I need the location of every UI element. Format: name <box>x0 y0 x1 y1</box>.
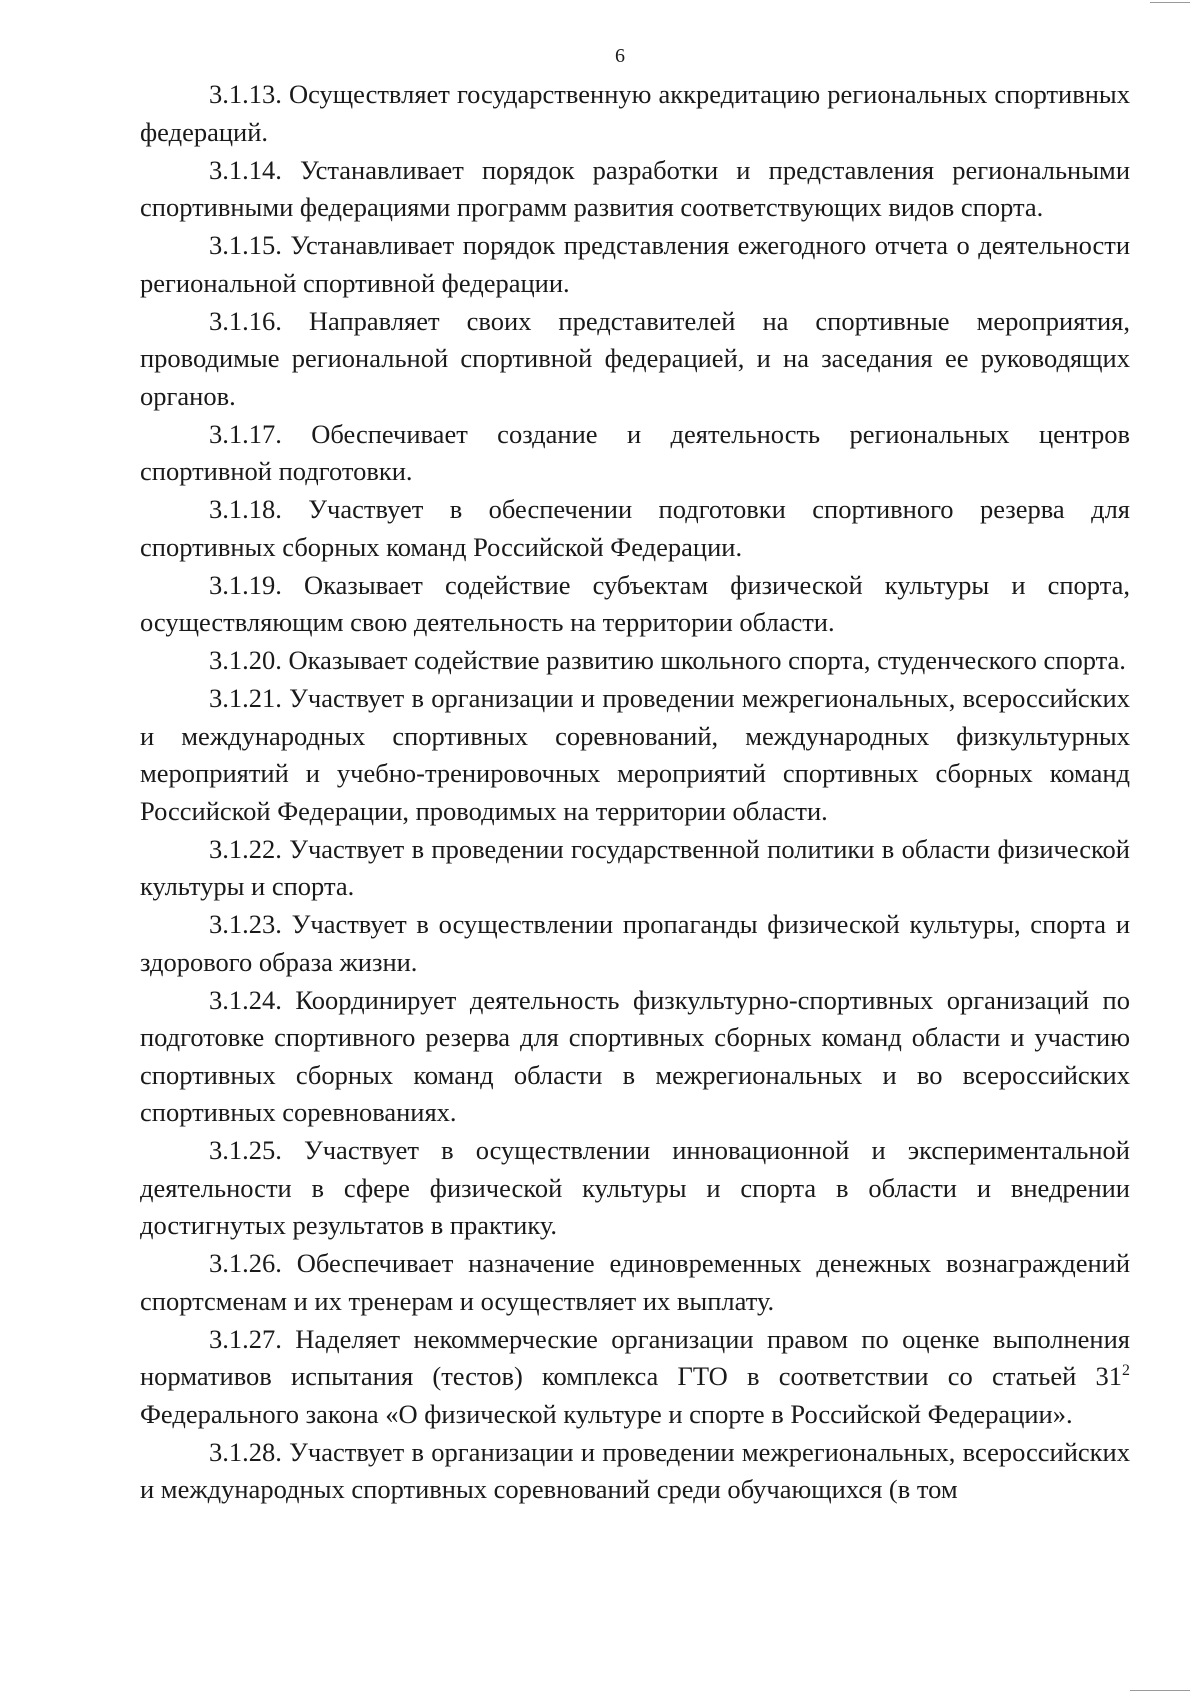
paragraph-3-1-14: 3.1.14. Устанавливает порядок разработки и представления региональными спортивными федерациями программ развития соответствующих видов спорта. <box>140 154 1130 222</box>
paragraph-3-1-16: 3.1.16. Направляет своих представителей на спортивные мероприятия, проводимые региональной спортивной федерацией, и на заседания ее руководящих органов. <box>140 305 1130 411</box>
paragraph-3-1-17: 3.1.17. Обеспечивает создание и деятельность региональных центров спортивной подготовки. <box>140 418 1130 486</box>
page-number: 6 <box>615 45 625 67</box>
scan-artifact-top-right <box>1150 2 1190 3</box>
document-body <box>140 76 1130 1509</box>
paragraph-3-1-27 <box>140 1321 1130 1434</box>
paragraph-3-1-13: 3.1.13. Осуществляет государственную аккредитацию региональных спортивных федераций. <box>140 79 1130 147</box>
paragraph-3-1-24: 3.1.24. Координирует деятельность физкультурно-спортивных организаций по подготовке спортивного резерва для спортивных сборных команд области и участию спортивных сборных команд области в межрегиональных и во всероссийских спортивных соревнованиях. <box>140 984 1130 1127</box>
paragraph-3-1-15: 3.1.15. Устанавливает порядок представления ежегодного отчета о деятельности региональной спортивной федерации. <box>140 230 1130 298</box>
paragraph-3-1-21: 3.1.21. Участвует в организации и проведении межрегиональных, всероссийских и международных спортивных соревнований, международных физкультурных мероприятий и учебно-тренировочных мероприятий спортивных сборных команд Российской Федерации, проводимых на территории области. <box>140 683 1130 826</box>
paragraph-3-1-23: 3.1.23. Участвует в осуществлении пропаганды физической культуры, спорта и здорового образа жизни. <box>140 909 1130 977</box>
paragraph-3-1-26: 3.1.26. Обеспечивает назначение единовременных денежных вознаграждений спортсменам и их тренерам и осуществляет их выплату. <box>140 1248 1130 1316</box>
paragraph-3-1-25: 3.1.25. Участвует в осуществлении инновационной и экспериментальной деятельности в сфере физической культуры и спорта в области и внедрении достигнутых результатов в практику. <box>140 1135 1130 1240</box>
article-number-superscript: 2 <box>1122 1362 1130 1380</box>
scan-artifact-bottom-right <box>1130 1690 1190 1691</box>
paragraph-3-1-28: 3.1.28. Участвует в организации и проведении межрегиональных, всероссийских и международных спортивных соревнований среди обучающихся (в том <box>140 1436 1130 1504</box>
paragraph-3-1-27-text-before: 3.1.27. Наделяет некоммерческие организации правом по оценке выполнения нормативов испытания (тестов) комплекса ГТО в соответствии со статьей 31 <box>140 1323 1130 1391</box>
paragraph-3-1-20: 3.1.20. Оказывает содействие развитию школьного спорта, студенческого спорта. <box>209 645 1126 675</box>
paragraph-3-1-19: 3.1.19. Оказывает содействие субъектам физической культуры и спорта, осуществляющим свою деятельность на территории области. <box>140 569 1130 637</box>
paragraph-3-1-27-text-after: Федерального закона «О физической культуре и спорте в Российской Федерации». <box>140 1398 1073 1429</box>
paragraph-3-1-22: 3.1.22. Участвует в проведении государственной политики в области физической культуры и спорта. <box>140 833 1130 901</box>
paragraph-3-1-18: 3.1.18. Участвует в обеспечении подготовки спортивного резерва для спортивных сборных команд Российской Федерации. <box>140 494 1130 562</box>
